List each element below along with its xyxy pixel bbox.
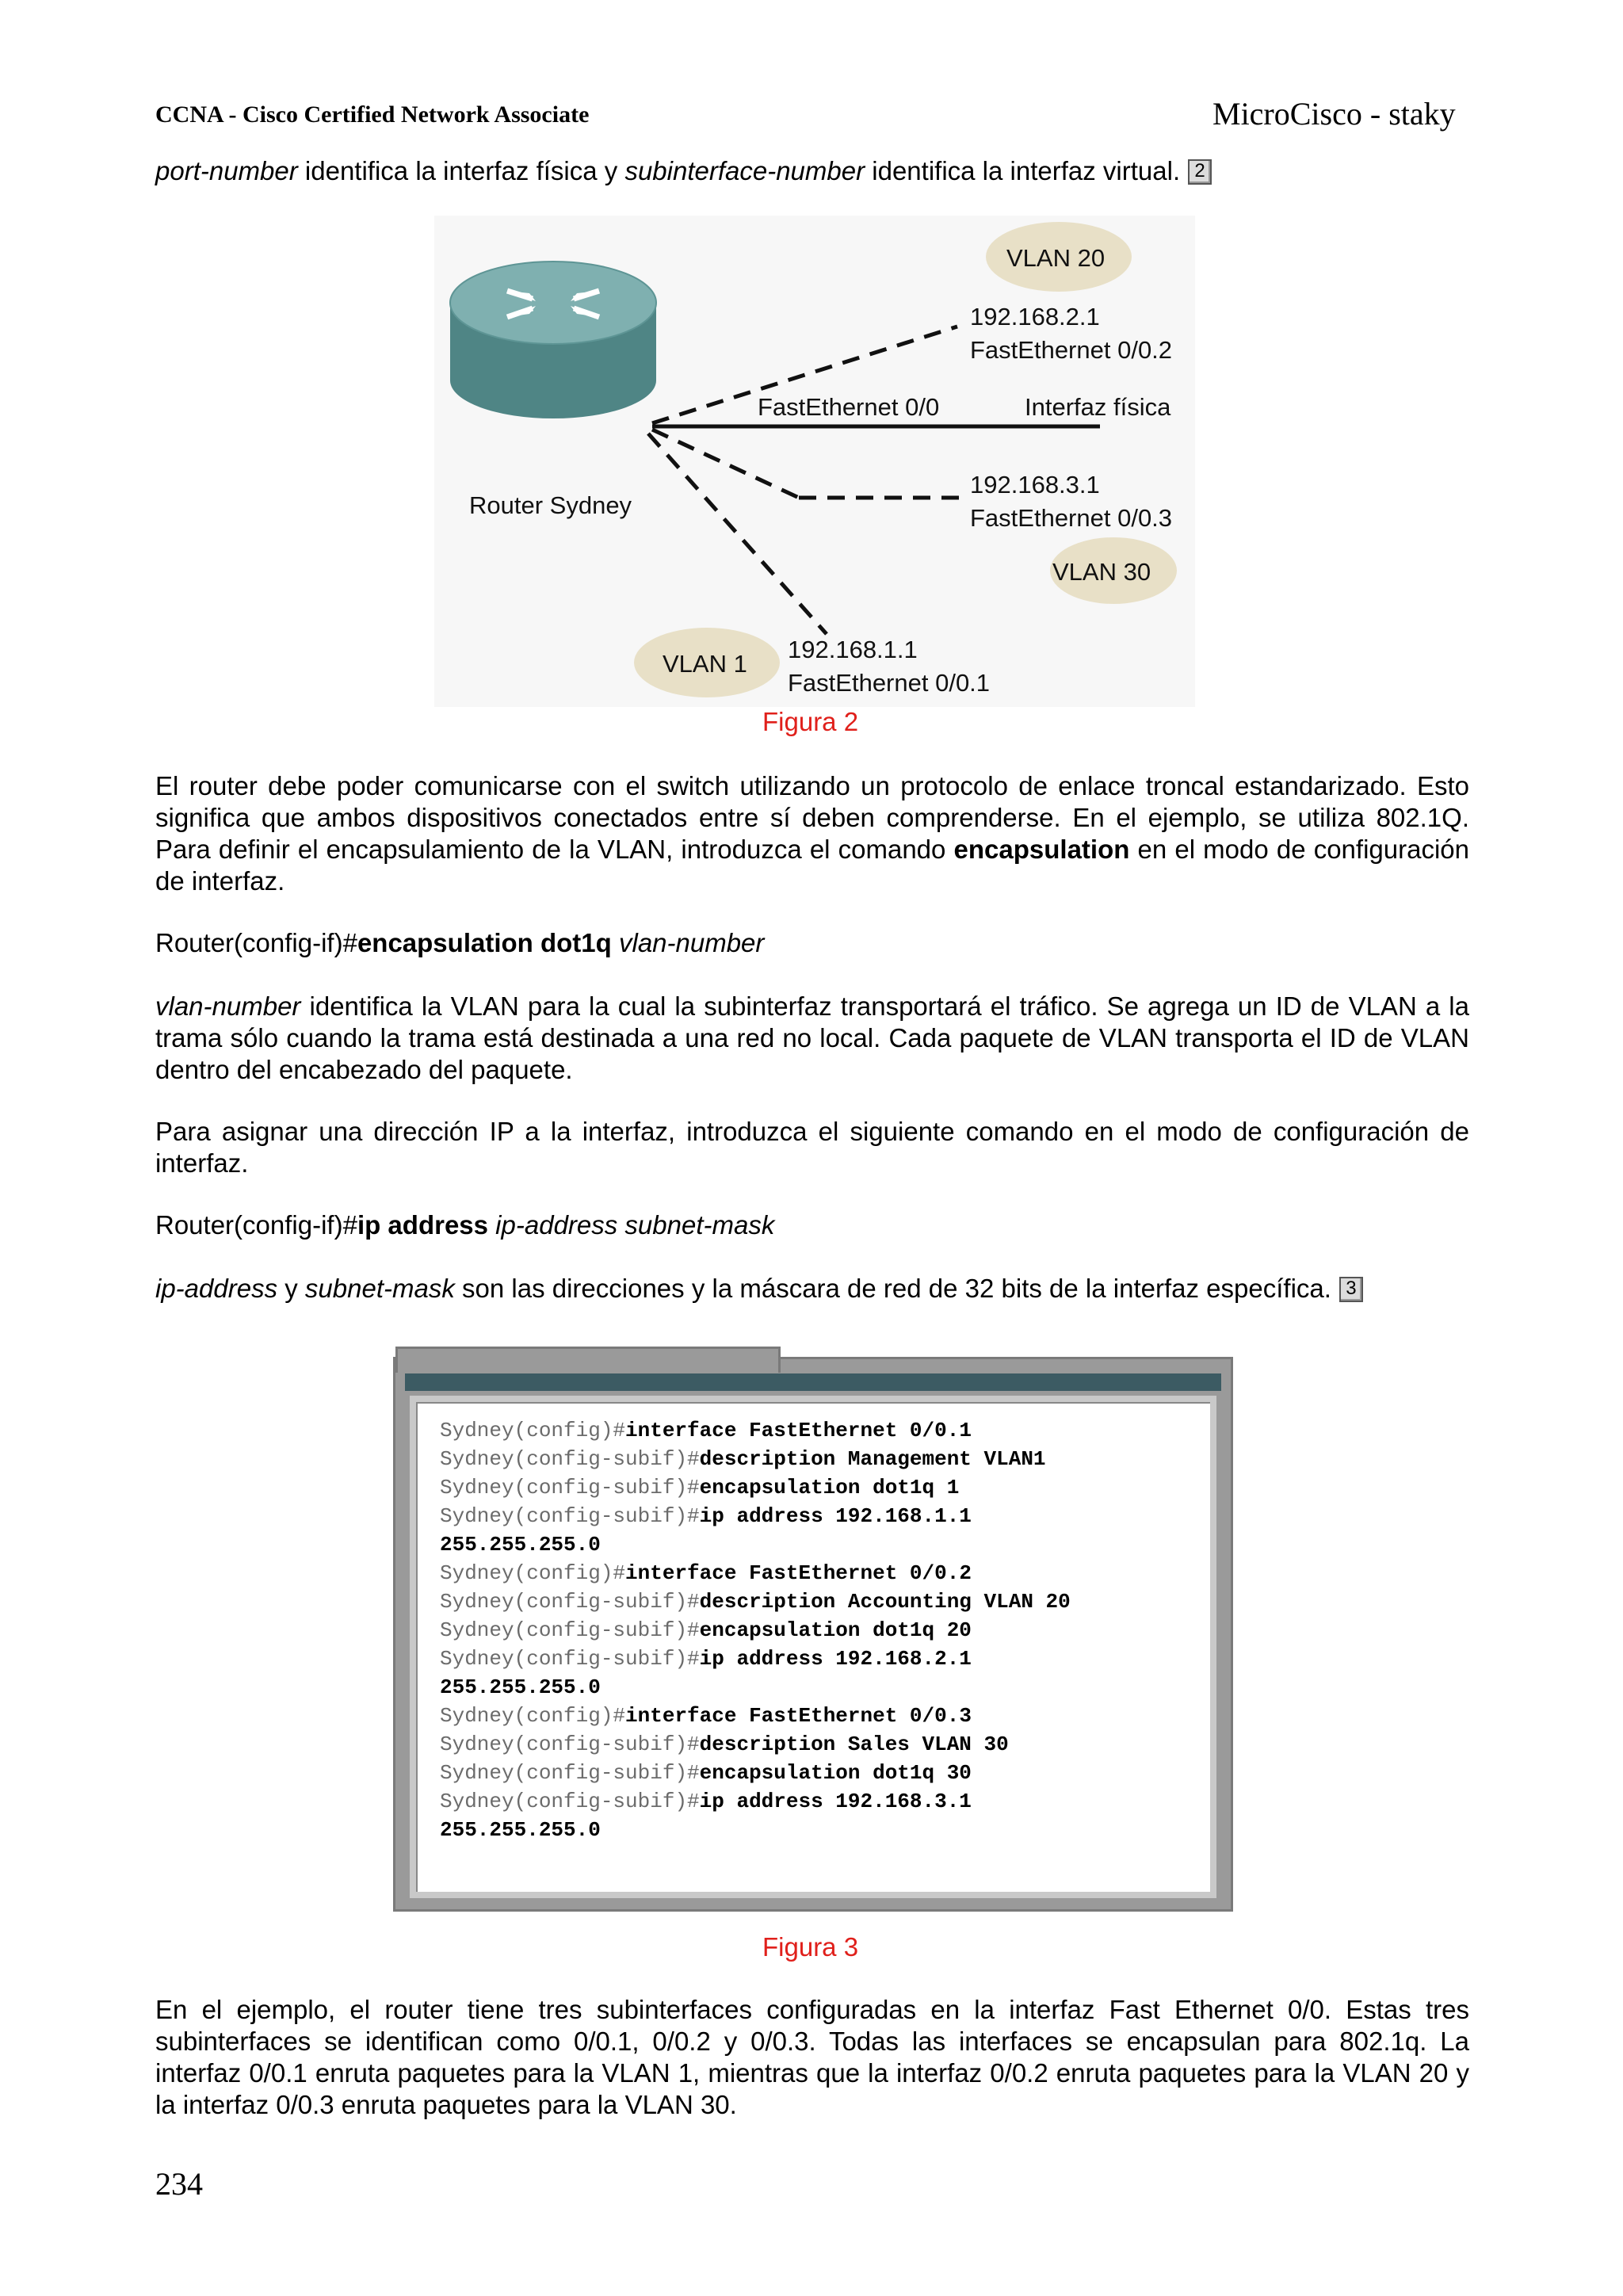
para4-text-1: y bbox=[277, 1274, 305, 1303]
command-ip-address bbox=[155, 1209, 774, 1241]
terminal-line bbox=[440, 1530, 1071, 1559]
terminal-command: encapsulation dot1q 20 bbox=[699, 1618, 972, 1642]
figure-2-diagram bbox=[434, 216, 1195, 707]
terminal-command: encapsulation dot1q 30 bbox=[699, 1761, 972, 1785]
terminal-command: description Sales VLAN 30 bbox=[699, 1733, 1009, 1756]
terminal-prompt: Sydney(config-subif)# bbox=[440, 1447, 700, 1471]
vlan20-interface: FastEthernet 0/0.2 bbox=[970, 336, 1173, 364]
term-subinterface-number: subinterface-number bbox=[624, 156, 865, 185]
terminal-line bbox=[440, 1702, 1071, 1730]
terminal-line bbox=[440, 1730, 1071, 1759]
terminal-command: ip address 192.168.2.1 bbox=[699, 1647, 972, 1671]
figure-3-reference-button[interactable]: 3 bbox=[1339, 1277, 1363, 1302]
vlan20-ip: 192.168.2.1 bbox=[970, 303, 1100, 330]
terminal-command: interface FastEthernet 0/0.1 bbox=[625, 1419, 972, 1442]
terminal-command: interface FastEthernet 0/0.3 bbox=[625, 1704, 972, 1728]
terminal-line bbox=[440, 1673, 1071, 1702]
terminal-command: ip address 192.168.1.1 bbox=[699, 1504, 972, 1528]
vlan1-ip: 192.168.1.1 bbox=[788, 636, 918, 663]
paragraph-ip-assign: Para asignar una dirección IP a la interfaz, introduzca el siguiente comando en el modo de configuración de interfaz. bbox=[155, 1117, 1469, 1178]
running-header-title: CCNA - Cisco Certified Network Associate bbox=[155, 101, 590, 128]
terminal-prompt: Sydney(config-subif)# bbox=[440, 1618, 700, 1642]
terminal-line bbox=[440, 1473, 1071, 1502]
figure-3-terminal-window bbox=[393, 1357, 1233, 1912]
vlan30-label: VLAN 30 bbox=[1052, 558, 1151, 586]
paragraph-trunking bbox=[155, 770, 1469, 897]
para1-bold-command: encapsulation bbox=[953, 835, 1130, 864]
physical-interface-label: Interfaz física bbox=[1025, 393, 1171, 421]
terminal-prompt: Sydney(config)# bbox=[440, 1561, 626, 1585]
terminal-prompt: Sydney(config-subif)# bbox=[440, 1790, 700, 1813]
terminal-line bbox=[440, 1645, 1071, 1673]
terminal-line bbox=[440, 1502, 1071, 1530]
terminal-command: description Management VLAN1 bbox=[699, 1447, 1046, 1471]
cmd2-prompt: Router(config-if)# bbox=[155, 1210, 357, 1240]
figure-3-caption: Figura 3 bbox=[762, 1932, 859, 1962]
terminal-prompt: Sydney(config)# bbox=[440, 1419, 626, 1442]
terminal-title-bar bbox=[405, 1373, 1221, 1391]
vlan1-label: VLAN 1 bbox=[663, 650, 747, 678]
cmd1-prompt: Router(config-if)# bbox=[155, 928, 357, 957]
terminal-line bbox=[440, 1787, 1071, 1816]
running-header-author: MicroCisco - staky bbox=[1212, 96, 1456, 132]
term-vlan-number: vlan-number bbox=[155, 991, 301, 1021]
figure-2-reference-button[interactable]: 2 bbox=[1188, 159, 1212, 185]
figure-2-caption: Figura 2 bbox=[762, 707, 859, 736]
paragraph-vlan-number bbox=[155, 991, 1469, 1086]
router-icon bbox=[450, 262, 656, 418]
terminal-line bbox=[440, 1445, 1071, 1473]
terminal-command: interface FastEthernet 0/0.2 bbox=[625, 1561, 972, 1585]
terminal-prompt: Sydney(config-subif)# bbox=[440, 1590, 700, 1614]
terminal-prompt: Sydney(config-subif)# bbox=[440, 1647, 700, 1671]
terminal-prompt: Sydney(config-subif)# bbox=[440, 1476, 700, 1499]
terminal-line bbox=[440, 1587, 1071, 1616]
terminal-prompt: Sydney(config-subif)# bbox=[440, 1761, 700, 1785]
terminal-command: description Accounting VLAN 20 bbox=[699, 1590, 1071, 1614]
intro-text-2: identifica la interfaz virtual. bbox=[865, 156, 1181, 185]
terminal-line bbox=[440, 1416, 1071, 1445]
router-name-label: Router Sydney bbox=[469, 491, 632, 519]
terminal-command: 255.255.255.0 bbox=[440, 1675, 601, 1699]
terminal-config-listing bbox=[440, 1416, 1071, 1844]
intro-text-1: identifica la interfaz física y bbox=[297, 156, 625, 185]
paragraph-example-summary: En el ejemplo, el router tiene tres subinterfaces configuradas en la interfaz Fast Ethernet 0/0. Estas tres subinterfaces se identifican como 0/0.1, 0/0.2 y 0/0.3. Todas las interfaces se encapsulan para 802.1q. La interfaz 0/0.1 enruta paquetes para la VLAN 1, mientras que la interfaz 0/0.2 enruta paquetes para la VLAN 20 y la interfaz 0/0.3 enruta paquetes para la VLAN 30. bbox=[155, 1995, 1469, 2119]
terminal-command: ip address 192.168.3.1 bbox=[699, 1790, 972, 1813]
vlan30-interface: FastEthernet 0/0.3 bbox=[970, 504, 1173, 532]
terminal-line bbox=[440, 1759, 1071, 1787]
terminal-line bbox=[440, 1616, 1071, 1645]
para1-text-2: en el modo de configuración de interfaz. bbox=[155, 835, 1469, 896]
term-subnet-mask: subnet-mask bbox=[304, 1274, 455, 1303]
page-number: 234 bbox=[155, 2166, 203, 2202]
cmd2-command: ip address bbox=[357, 1210, 489, 1240]
term-ip-address: ip-address bbox=[155, 1274, 278, 1303]
vlan30-ip: 192.168.3.1 bbox=[970, 471, 1100, 499]
terminal-prompt: Sydney(config-subif)# bbox=[440, 1733, 700, 1756]
terminal-tab bbox=[395, 1347, 781, 1373]
terminal-line bbox=[440, 1816, 1071, 1844]
terminal-command: encapsulation dot1q 1 bbox=[699, 1476, 960, 1499]
fastethernet-00-label: FastEthernet 0/0 bbox=[758, 393, 940, 421]
terminal-body bbox=[410, 1396, 1216, 1898]
terminal-command: 255.255.255.0 bbox=[440, 1818, 601, 1842]
cmd2-argument: ip-address subnet-mask bbox=[488, 1210, 775, 1240]
vlan1-interface: FastEthernet 0/0.1 bbox=[788, 669, 991, 697]
terminal-prompt: Sydney(config)# bbox=[440, 1704, 626, 1728]
para4-text-2: son las direcciones y la máscara de red de 32 bits de la interfaz específica. bbox=[454, 1274, 1331, 1303]
vlan20-label: VLAN 20 bbox=[1006, 244, 1106, 272]
intro-line bbox=[155, 155, 1212, 187]
cmd1-argument: vlan-number bbox=[611, 928, 765, 957]
paragraph-ip-address-mask bbox=[155, 1273, 1363, 1305]
para2-text: identifica la VLAN para la cual la subinterfaz transportará el tráfico. Se agrega un ID de VLAN a la trama sólo cuando la trama está destinada a una red no local. Cada paquete de VLAN transporta el ID de VLAN dentro del encabezado del paquete. bbox=[155, 991, 1469, 1084]
term-port-number: port-number bbox=[155, 156, 298, 185]
terminal-line bbox=[440, 1559, 1071, 1587]
command-encapsulation bbox=[155, 927, 764, 959]
terminal-command: 255.255.255.0 bbox=[440, 1533, 601, 1557]
terminal-prompt: Sydney(config-subif)# bbox=[440, 1504, 700, 1528]
para1-text-1: El router debe poder comunicarse con el switch utilizando un protocolo de enlace troncal estandarizado. Esto significa que ambos dispositivos conectados entre sí deben comprenderse. En el ejemplo, se utiliza 802.1Q. Para definir el encapsulamiento de la VLAN, introduzca el comando bbox=[155, 771, 1469, 864]
cmd1-command: encapsulation dot1q bbox=[357, 928, 612, 957]
